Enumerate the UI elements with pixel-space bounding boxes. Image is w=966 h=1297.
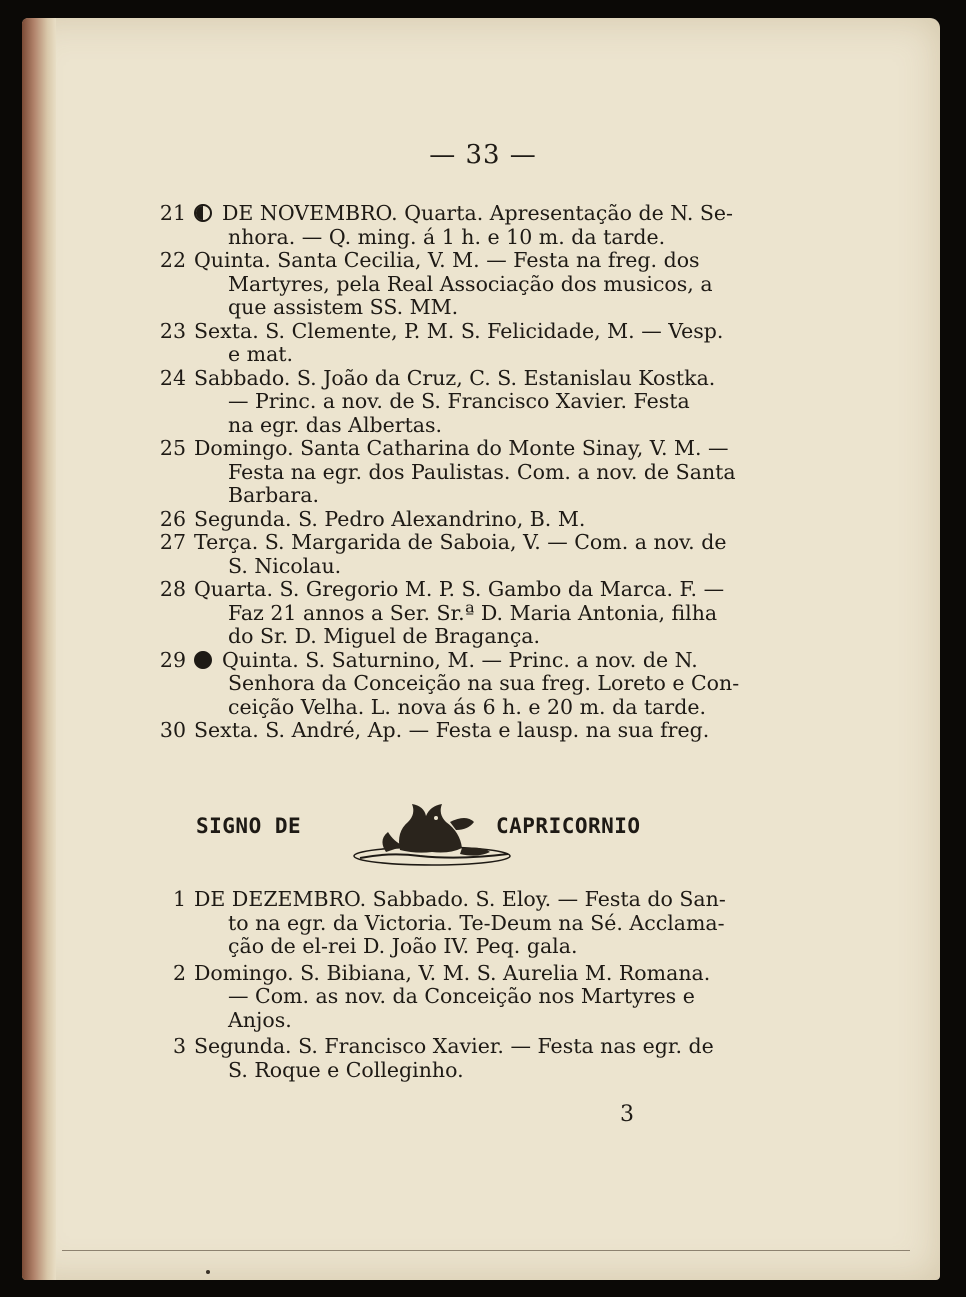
entry-text: Anjos. xyxy=(228,1007,292,1032)
entry-line xyxy=(196,296,732,320)
entry-line xyxy=(196,1035,732,1059)
zodiac-heading xyxy=(0,792,966,872)
entry-line xyxy=(196,888,732,912)
entry-line xyxy=(196,508,732,532)
calendar-entry xyxy=(150,320,732,367)
day-number: 24 xyxy=(159,365,186,390)
new-moon-icon xyxy=(194,651,212,669)
day-number: 29 xyxy=(159,647,186,672)
entry-text: Barbara. xyxy=(228,483,319,507)
entry-text: DE NOVEMBRO. Quarta. Apresentação de N. Se- xyxy=(222,201,733,225)
entry-text: Sexta. S. Clemente, P. M. S. Felicidade, M. — Vesp. xyxy=(194,318,724,343)
day-number: 27 xyxy=(159,530,186,554)
entry-text: nhora. — Q. ming. á 1 h. e 10 m. da tarde. xyxy=(228,224,666,249)
day-number: 3 xyxy=(172,1034,186,1058)
day-number: 2 xyxy=(172,960,186,985)
calendar-entry xyxy=(150,202,732,249)
entry-line xyxy=(196,249,732,273)
entry-line xyxy=(196,343,732,367)
entry-line xyxy=(196,484,732,508)
entry-line xyxy=(196,671,740,696)
ink-speck xyxy=(206,1270,210,1274)
entry-text: Domingo. Santa Catharina do Monte Sinay, V. M. — xyxy=(194,436,729,460)
entry-text: — Princ. a nov. de S. Francisco Xavier. Festa xyxy=(228,389,690,413)
entry-text: to na egr. da Victoria. Te-Deum na Sé. Acclama- xyxy=(228,910,725,935)
day-number: 22 xyxy=(159,248,186,272)
entry-line xyxy=(196,649,732,673)
entry-text: do Sr. D. Miguel de Bragança. xyxy=(228,624,541,648)
calendar-entry xyxy=(150,647,740,720)
entry-line xyxy=(196,625,732,649)
entry-text: Festa na egr. dos Paulistas. Com. a nov. de Santa xyxy=(228,459,736,484)
entry-line xyxy=(196,367,732,391)
day-number: 28 xyxy=(159,577,186,601)
entry-line xyxy=(196,390,732,414)
entry-text: ção de el-rei D. João IV. Peq. gala. xyxy=(228,934,578,958)
entry-line xyxy=(196,935,732,959)
page-bottom-rule xyxy=(62,1250,910,1251)
entry-line xyxy=(196,273,732,297)
entry-line xyxy=(196,437,732,461)
entry-text: Domingo. S. Bibiana, V. M. S. Aurelia M. Romana. xyxy=(194,960,711,985)
entry-line xyxy=(196,1059,732,1083)
entry-line xyxy=(196,459,736,485)
entry-text: Martyres, pela Real Associação dos musicos, a xyxy=(228,271,713,296)
entry-text: na egr. das Albertas. xyxy=(228,412,443,437)
book-spine xyxy=(22,18,56,1280)
entry-text: Quinta. Santa Cecilia, V. M. — Festa na freg. dos xyxy=(194,248,700,272)
entry-line xyxy=(196,202,732,226)
calendar-entry xyxy=(150,249,732,320)
entry-text: Sabbado. S. João da Cruz, C. S. Estanislau Kostka. xyxy=(194,365,716,390)
day-number: 26 xyxy=(159,506,186,531)
day-number: 25 xyxy=(159,436,186,460)
entry-text: ceição Velha. L. nova ás 6 h. e 20 m. da tarde. xyxy=(228,694,706,719)
entry-text: S. Nicolau. xyxy=(228,553,342,578)
calendar-entry xyxy=(150,531,732,578)
calendar-entry xyxy=(150,962,732,1033)
entry-text: Senhora da Conceição na sua freg. Loreto e Con- xyxy=(228,671,740,695)
entry-line xyxy=(196,602,732,626)
entry-line xyxy=(196,531,732,555)
entry-line xyxy=(196,226,732,250)
entry-line xyxy=(196,1009,732,1033)
entry-line xyxy=(196,578,732,602)
calendar-entry xyxy=(150,367,732,438)
entry-text: Segunda. S. Francisco Xavier. — Festa nas egr. de xyxy=(194,1034,714,1058)
entry-text: que assistem SS. MM. xyxy=(228,295,459,319)
entry-line xyxy=(196,719,732,743)
calendar-entry xyxy=(150,1035,732,1082)
entry-text: Segunda. S. Pedro Alexandrino, B. M. xyxy=(194,506,586,531)
entry-line xyxy=(196,912,732,936)
entry-text: Quinta. S. Saturnino, M. — Princ. a nov. de N. xyxy=(222,647,698,672)
entry-text: S. Roque e Colleginho. xyxy=(228,1057,464,1082)
signo-name: CAPRICORNIO xyxy=(496,814,641,838)
calendar-entry xyxy=(150,578,732,649)
page-number: — 33 — xyxy=(429,140,537,170)
calendar-entry xyxy=(150,436,736,508)
day-number: 23 xyxy=(159,318,186,343)
entry-text: Quarta. S. Gregorio M. P. S. Gambo da Marca. F. — xyxy=(194,577,725,601)
signo-label: SIGNO DE xyxy=(196,814,302,838)
entry-text: Faz 21 annos a Ser. Sr.ª D. Maria Antonia, filha xyxy=(228,600,718,625)
calendar-entry xyxy=(150,888,732,959)
entry-text: Sexta. S. André, Ap. — Festa e lausp. na sua freg. xyxy=(194,718,710,742)
calendar-entry xyxy=(150,508,732,532)
entry-line xyxy=(196,962,732,986)
entry-line xyxy=(196,414,732,438)
entry-line xyxy=(196,696,732,720)
day-number: 21 xyxy=(159,201,186,225)
entry-text: DE DEZEMBRO. Sabbado. S. Eloy. — Festa do San- xyxy=(194,887,726,911)
entry-text: — Com. as nov. da Conceição nos Martyres e xyxy=(228,984,695,1008)
quarter-moon-icon xyxy=(194,204,212,222)
signature-mark: 3 xyxy=(620,1102,634,1127)
capricorn-goat-icon xyxy=(350,792,515,872)
entry-line xyxy=(196,985,732,1009)
entry-line xyxy=(196,555,732,579)
day-number: 1 xyxy=(172,887,186,911)
entry-line xyxy=(196,320,732,344)
entry-text: Terça. S. Margarida de Saboia, V. — Com. a nov. de xyxy=(194,530,727,554)
entry-text: e mat. xyxy=(228,342,294,366)
day-number: 30 xyxy=(159,718,186,742)
calendar-entry xyxy=(150,719,732,743)
